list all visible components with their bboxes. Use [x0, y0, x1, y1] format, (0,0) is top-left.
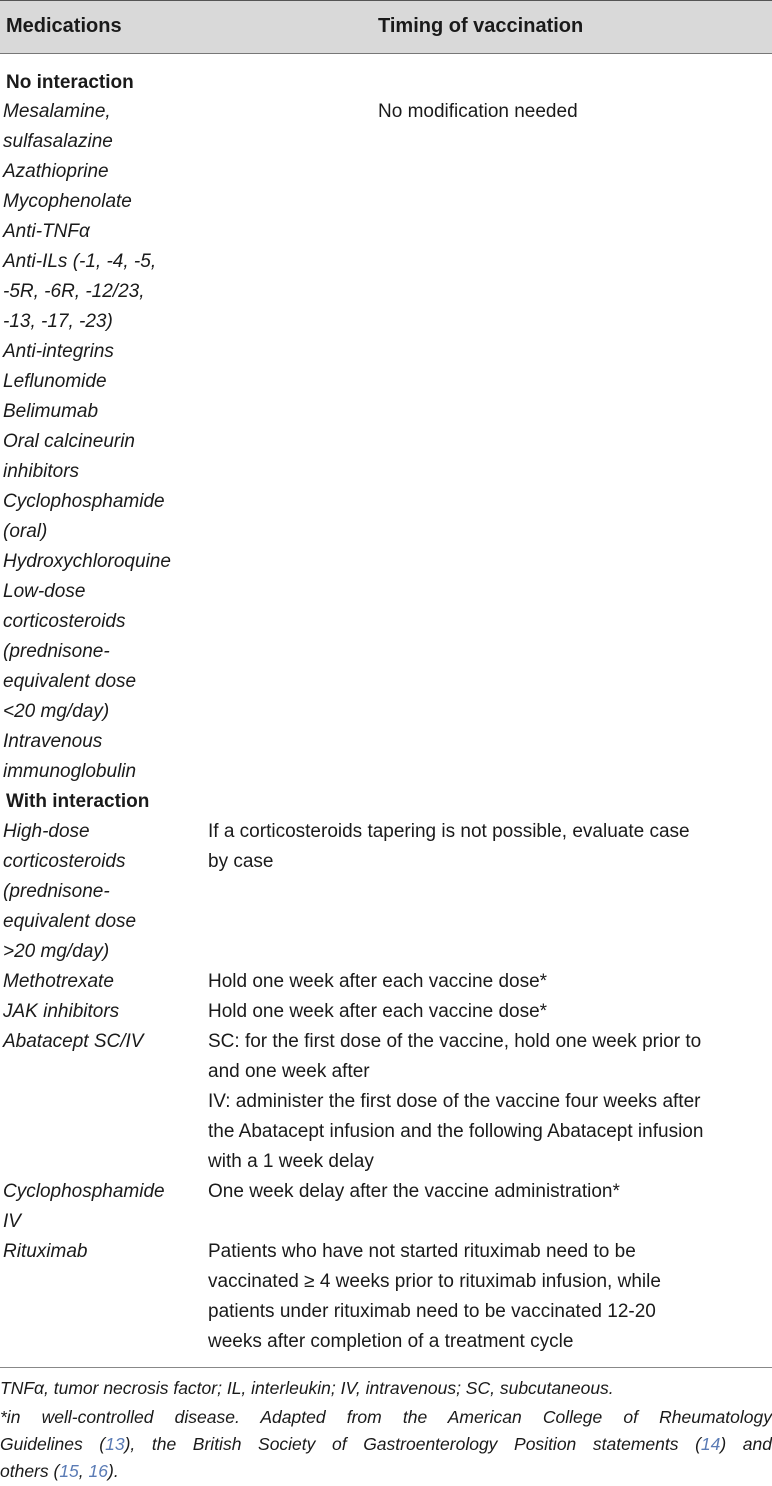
header-medications: Medications: [6, 15, 122, 37]
footnote-abbreviations: TNFα, tumor necrosis factor; IL, interleukin; IV, intravenous; SC, subcutaneous.: [0, 1378, 614, 1398]
med-line: (prednisone-: [3, 641, 110, 662]
med-line: immunoglobulin: [3, 761, 137, 782]
footnote-note-line3: [0, 1459, 772, 1484]
med-line: (prednisone-: [3, 881, 110, 902]
reference-link[interactable]: 14: [700, 1434, 721, 1454]
med-line: >20 mg/day): [3, 941, 110, 962]
med-line: Intravenous: [3, 731, 103, 752]
med-line: Oral calcineurin: [3, 431, 135, 452]
timing-line: vaccinated ≥ 4 weeks prior to rituximab infusion, while: [208, 1271, 661, 1292]
footnote-text: ), the British Society of Gastroenterology Position statements (: [124, 1434, 701, 1454]
med-line: Belimumab: [3, 401, 99, 422]
med-line: corticosteroids: [3, 611, 126, 632]
med-line: Methotrexate: [3, 971, 114, 992]
footnote-text: Guidelines (: [0, 1434, 106, 1454]
med-line: Hydroxychloroquine: [3, 551, 171, 572]
med-line: JAK inhibitors: [3, 1001, 120, 1022]
med-line: inhibitors: [3, 461, 80, 482]
timing-line: One week delay after the vaccine administration*: [208, 1181, 620, 1202]
med-line: Low-dose: [3, 581, 86, 602]
med-line: Anti-TNFα: [3, 221, 90, 242]
med-line: Cyclophosphamide: [3, 1181, 165, 1202]
header-timing: Timing of vaccination: [378, 15, 584, 37]
timing-line: SC: for the first dose of the vaccine, hold one week prior to: [208, 1031, 702, 1052]
med-line: Mycophenolate: [3, 191, 132, 212]
footnote-text: ).: [108, 1461, 119, 1481]
section-with-interaction: With interaction: [6, 791, 150, 812]
med-line: -13, -17, -23): [3, 311, 113, 332]
section-no-interaction: No interaction: [6, 72, 134, 93]
med-line: Mesalamine,: [3, 101, 111, 122]
timing-line: Hold one week after each vaccine dose*: [208, 1001, 548, 1022]
med-line: -5R, -6R, -12/23,: [3, 281, 145, 302]
med-line: <20 mg/day): [3, 701, 110, 722]
timing-line: weeks after completion of a treatment cycle: [208, 1331, 574, 1352]
reference-link[interactable]: 13: [105, 1434, 125, 1454]
med-line: High-dose: [3, 821, 90, 842]
med-line: Rituximab: [3, 1241, 88, 1262]
footnote-text: ) and: [720, 1434, 772, 1454]
timing-line: IV: administer the first dose of the vaccine four weeks after: [208, 1091, 701, 1112]
timing-line: and one week after: [208, 1061, 370, 1082]
no-interaction-timing: No modification needed: [378, 101, 578, 122]
reference-link[interactable]: 15: [59, 1461, 79, 1481]
table-bottom-rule: [0, 1367, 772, 1368]
timing-line: the Abatacept infusion and the following Abatacept infusion: [208, 1121, 704, 1142]
med-line: sulfasalazine: [3, 131, 113, 152]
timing-line: Hold one week after each vaccine dose*: [208, 971, 548, 992]
med-line: Azathioprine: [3, 161, 109, 182]
timing-line: patients under rituximab need to be vaccinated 12-20: [208, 1301, 656, 1322]
footnote-text: others (: [0, 1461, 60, 1481]
footnote-note-line2: [0, 1432, 772, 1457]
med-line: Anti-integrins: [3, 341, 114, 362]
timing-line: by case: [208, 851, 274, 872]
timing-line: with a 1 week delay: [208, 1151, 374, 1172]
table-header: [0, 0, 772, 54]
reference-link[interactable]: 16: [88, 1461, 108, 1481]
med-line: corticosteroids: [3, 851, 126, 872]
footnote-text: ,: [78, 1461, 89, 1481]
med-line: Abatacept SC/IV: [3, 1031, 144, 1052]
med-line: Anti-ILs (-1, -4, -5,: [3, 251, 157, 272]
timing-line: Patients who have not started rituximab need to be: [208, 1241, 636, 1262]
timing-line: If a corticosteroids tapering is not possible, evaluate case: [208, 821, 690, 842]
med-line: equivalent dose: [3, 671, 137, 692]
med-line: IV: [3, 1211, 21, 1232]
med-line: (oral): [3, 521, 48, 542]
med-line: Cyclophosphamide: [3, 491, 165, 512]
footnote-note-line1: *in well-controlled disease. Adapted from the American College of Rheumatology: [0, 1407, 772, 1427]
med-line: Leflunomide: [3, 371, 107, 392]
med-line: equivalent dose: [3, 911, 137, 932]
